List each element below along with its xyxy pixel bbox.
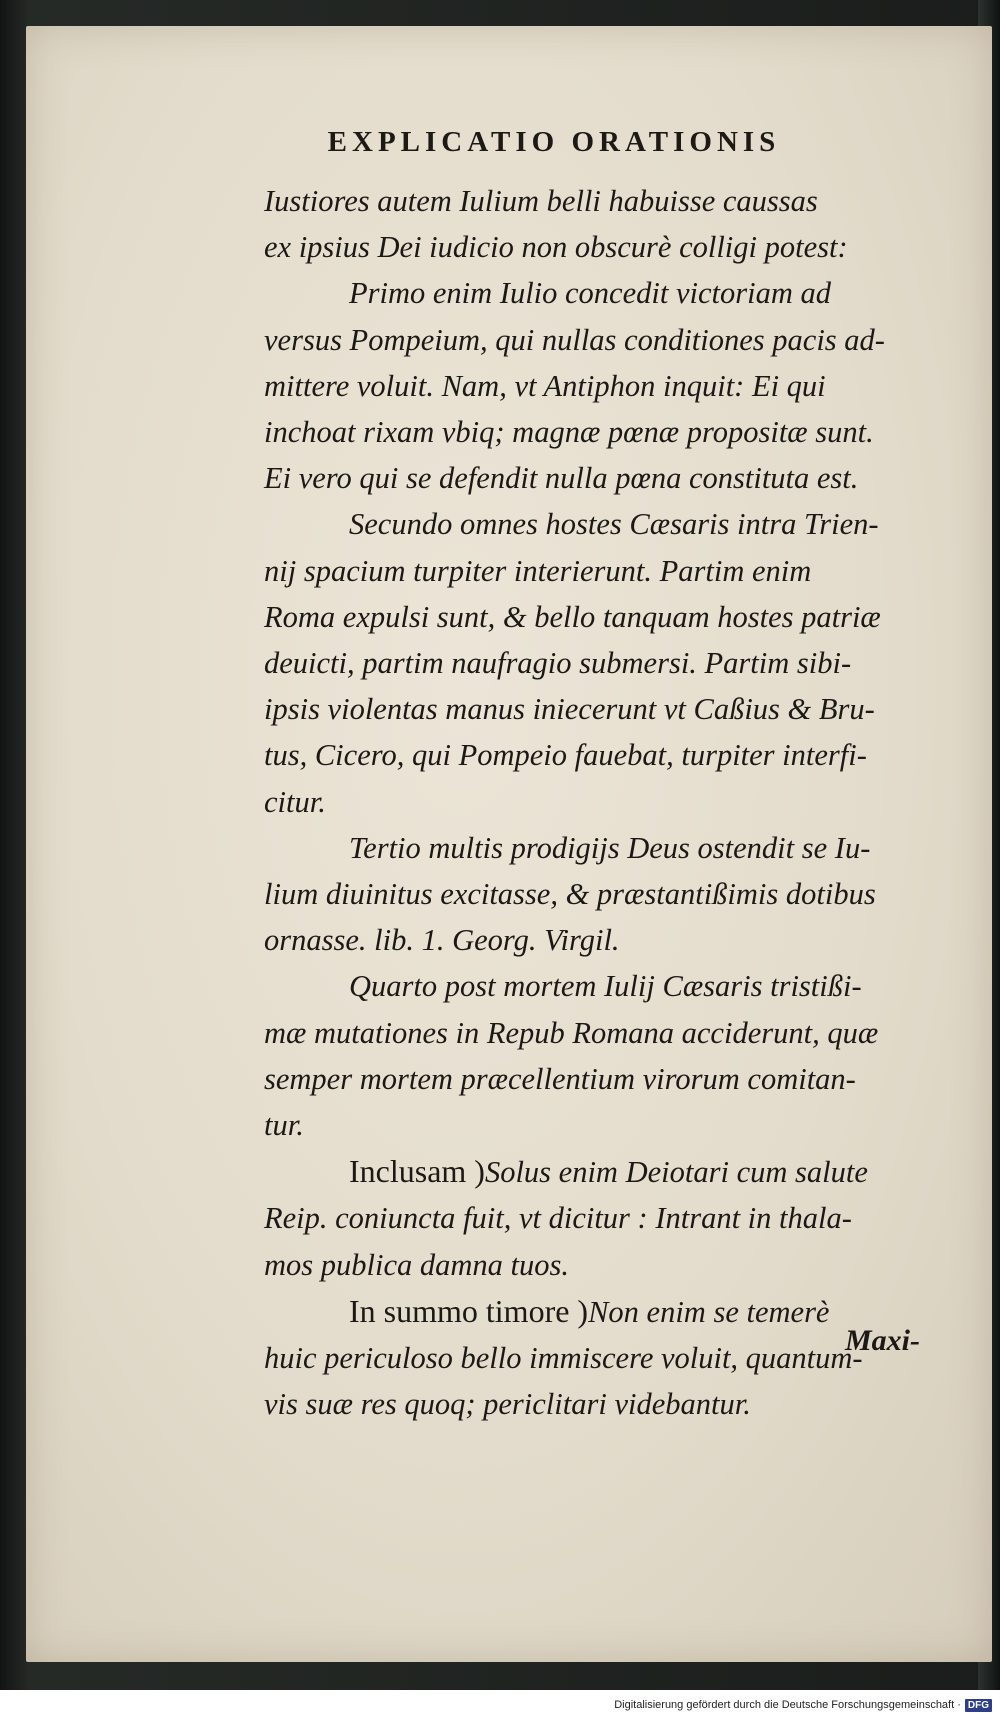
body-text xyxy=(264,178,996,1427)
paragraph-5 xyxy=(264,963,996,1148)
text-line: ipsis violentas manus iniecerunt vt Caßius & Bru- xyxy=(264,692,875,727)
footer-text: Digitalisierung gefördert durch die Deutsche Forschungsgemeinschaft · xyxy=(614,1699,961,1711)
text-line: Tertio multis prodigijs Deus ostendit se Iu- xyxy=(349,830,871,865)
text-line: mos publica damna tuos. xyxy=(264,1247,569,1282)
lemma: In summo timore ) xyxy=(349,1292,589,1329)
paragraph-6 xyxy=(264,1148,996,1288)
text-line: Iustiores autem Iulium belli habuisse caussas xyxy=(264,184,818,218)
running-head: EXPLICATIO ORATIONIS xyxy=(327,126,781,158)
text-line: Primo enim Iulio concedit victoriam ad xyxy=(349,276,831,311)
text-line: Reip. coniuncta fuit, vt dicitur : Intrant in thala- xyxy=(264,1201,852,1236)
text-line: nij spacium turpiter interierunt. Partim enim xyxy=(264,553,812,588)
book-page xyxy=(26,26,992,1662)
text-line: citur. xyxy=(264,784,326,819)
digitization-footer xyxy=(0,1690,1000,1720)
text-line: Roma expulsi sunt, & bello tanquam hostes patriæ xyxy=(264,599,881,634)
text-line: ornasse. lib. 1. Georg. Virgil. xyxy=(264,923,620,958)
text-line: tus, Cicero, qui Pompeio fauebat, turpiter interfi- xyxy=(264,738,867,773)
text-line: ex ipsius Dei iudicio non obscurè colligi potest: xyxy=(264,230,848,265)
dfg-logo-icon: DFG xyxy=(965,1699,992,1712)
text-line: deuicti, partim naufragio submersi. Partim sibi- xyxy=(264,646,852,681)
paragraph-3 xyxy=(264,501,996,824)
text-line: Quarto post mortem Iulij Cæsaris tristißi- xyxy=(349,969,862,1004)
text-line: Ei vero qui se defendit nulla pœna constituta est. xyxy=(264,461,859,496)
text-line: lium diuinitus excitasse, & præstantißimis dotibus xyxy=(264,877,876,912)
text-line: versus Pompeium, qui nullas conditiones pacis ad- xyxy=(264,322,885,357)
text-line: mæ mutationes in Repub Romana acciderunt, quæ xyxy=(264,1015,879,1050)
paragraph-4 xyxy=(264,825,996,964)
text-line: semper mortem præcellentium virorum comitan- xyxy=(264,1061,856,1096)
paragraph-1 xyxy=(264,178,996,270)
text-line: huic periculoso bello immiscere voluit, quantum- xyxy=(264,1341,863,1376)
text-line: Non enim se temerè xyxy=(588,1294,830,1329)
catchword: Maxi- xyxy=(845,1324,920,1357)
lemma: Inclusam ) xyxy=(349,1153,485,1190)
text-line: inchoat rixam vbiq; magnæ pœnæ propositæ sunt. xyxy=(264,415,874,450)
paragraph-2 xyxy=(264,270,996,501)
text-line: mittere voluit. Nam, vt Antiphon inquit: Ei qui xyxy=(264,368,826,403)
text-line: vis suæ res quoq; periclitari videbantur. xyxy=(264,1387,751,1422)
text-line: tur. xyxy=(264,1108,304,1143)
text-line: Secundo omnes hostes Cæsaris intra Trien- xyxy=(349,507,879,542)
text-line: Solus enim Deiotari cum salute xyxy=(484,1155,868,1190)
